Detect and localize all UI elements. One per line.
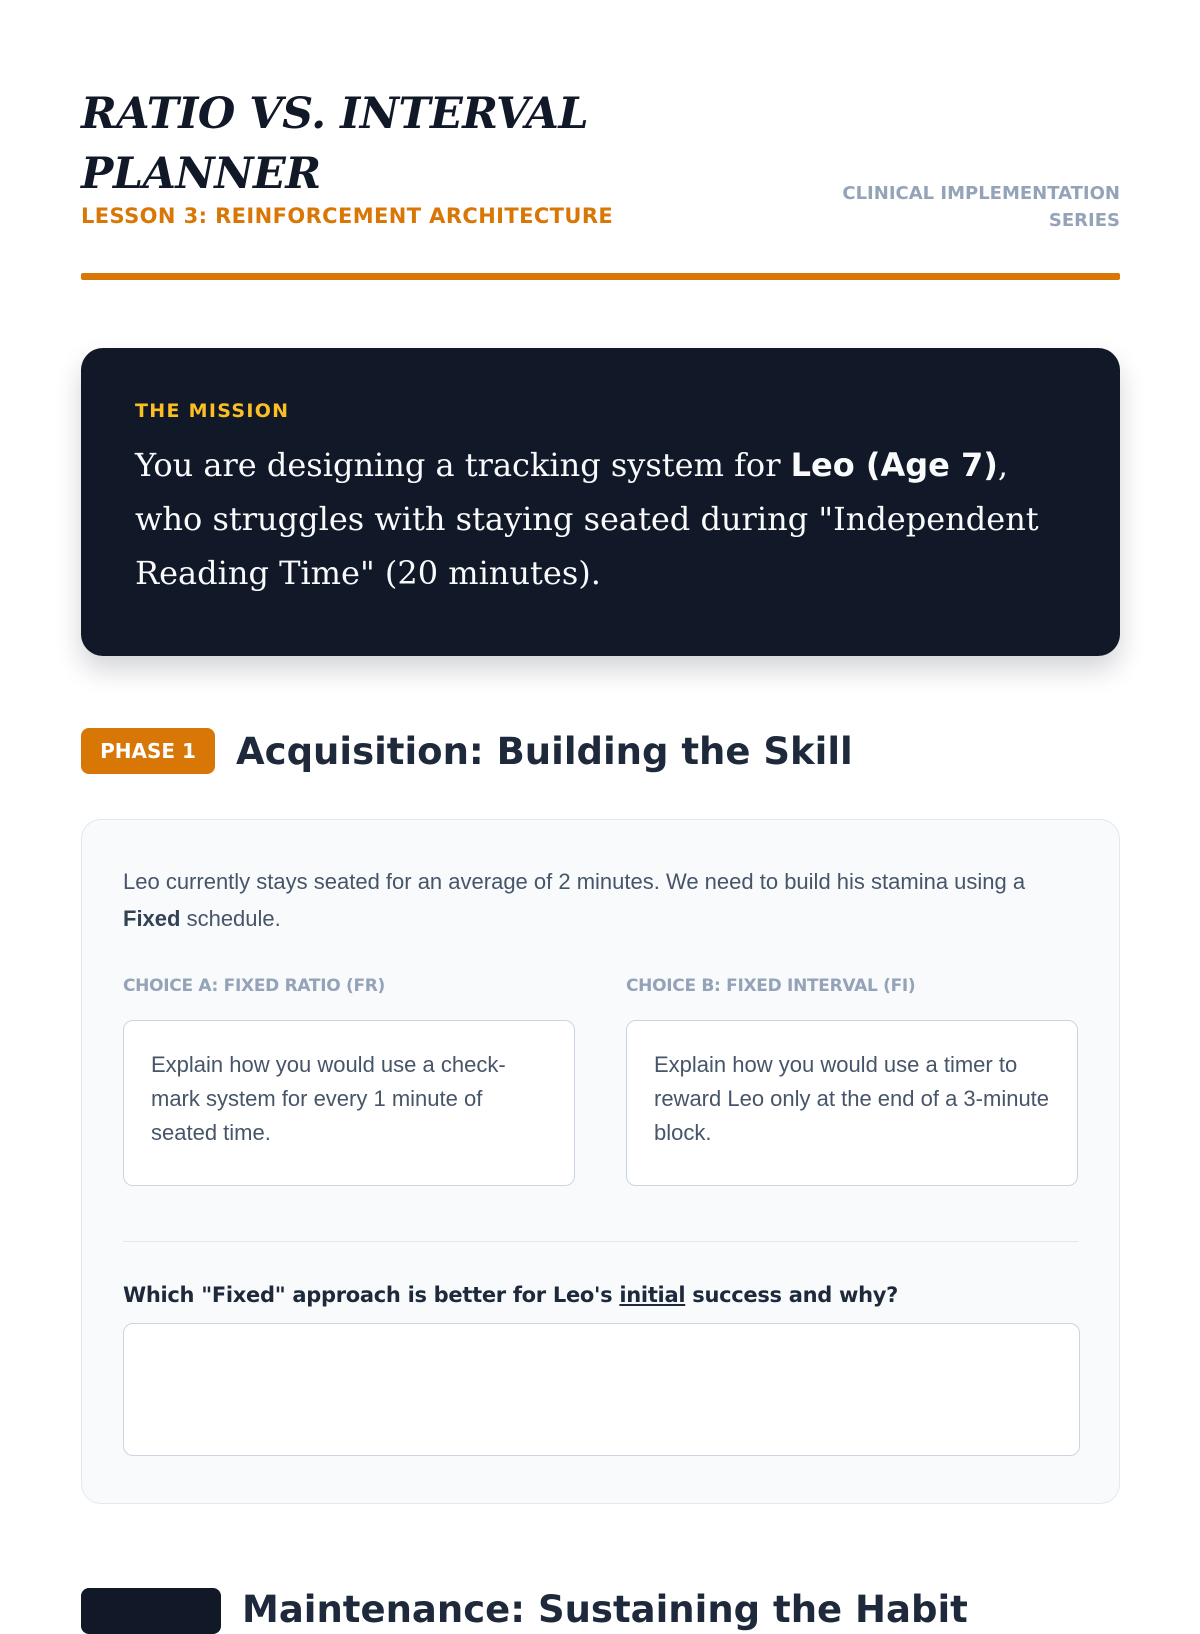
phase-2-heading bbox=[81, 1588, 968, 1634]
answer-input[interactable] bbox=[123, 1323, 1080, 1456]
page-header bbox=[81, 84, 1120, 280]
question-start: Which "Fixed" approach is better for Leo's bbox=[123, 1283, 620, 1307]
header-divider bbox=[81, 273, 1120, 280]
phase-2-title: Maintenance: Sustaining the Habit bbox=[242, 1588, 968, 1631]
phase-1-card bbox=[81, 819, 1120, 1504]
choice-b bbox=[626, 976, 1078, 1186]
student-name: Leo (Age 7) bbox=[790, 446, 998, 484]
phase-1-question bbox=[123, 1283, 1078, 1307]
mission-card bbox=[81, 348, 1120, 656]
intro-end: schedule. bbox=[180, 906, 281, 931]
question-end: success and why? bbox=[685, 1283, 899, 1307]
choice-a-label: CHOICE A: FIXED RATIO (FR) bbox=[123, 976, 386, 996]
page-title: RATIO VS. INTERVAL PLANNER bbox=[81, 89, 589, 199]
intro-start: Leo currently stays seated for an average of 2 minutes. We need to build his stamina using a bbox=[123, 869, 1026, 894]
phase-2-badge bbox=[81, 1588, 221, 1634]
phase-1-title: Acquisition: Building the Skill bbox=[236, 729, 853, 773]
phase-1-badge: PHASE 1 bbox=[81, 728, 215, 774]
mission-text-end: , who struggles with staying seated during "Independent Reading Time" (20 minutes). bbox=[135, 446, 1039, 592]
choice-b-label: CHOICE B: FIXED INTERVAL (FI) bbox=[626, 976, 916, 996]
mission-label: THE MISSION bbox=[135, 400, 290, 422]
choice-b-input[interactable]: Explain how you would use a timer to reward Leo only at the end of a 3-minute block. bbox=[626, 1020, 1078, 1186]
choice-a bbox=[123, 976, 575, 1186]
mission-text-start: You are designing a tracking system for bbox=[135, 446, 791, 484]
lesson-subtitle: LESSON 3: REINFORCEMENT ARCHITECTURE bbox=[81, 204, 614, 228]
intro-bold: Fixed bbox=[123, 906, 181, 931]
choice-columns bbox=[123, 976, 1078, 1186]
question-emphasis: initial bbox=[619, 1283, 686, 1307]
phase-1-heading bbox=[81, 728, 853, 774]
section-divider bbox=[123, 1241, 1078, 1242]
mission-text bbox=[135, 438, 1066, 600]
choice-a-input[interactable]: Explain how you would use a check-mark system for every 1 minute of seated time. bbox=[123, 1020, 575, 1186]
phase-1-intro bbox=[123, 863, 1073, 937]
series-label: CLINICAL IMPLEMENTATION SERIES bbox=[842, 183, 1120, 231]
